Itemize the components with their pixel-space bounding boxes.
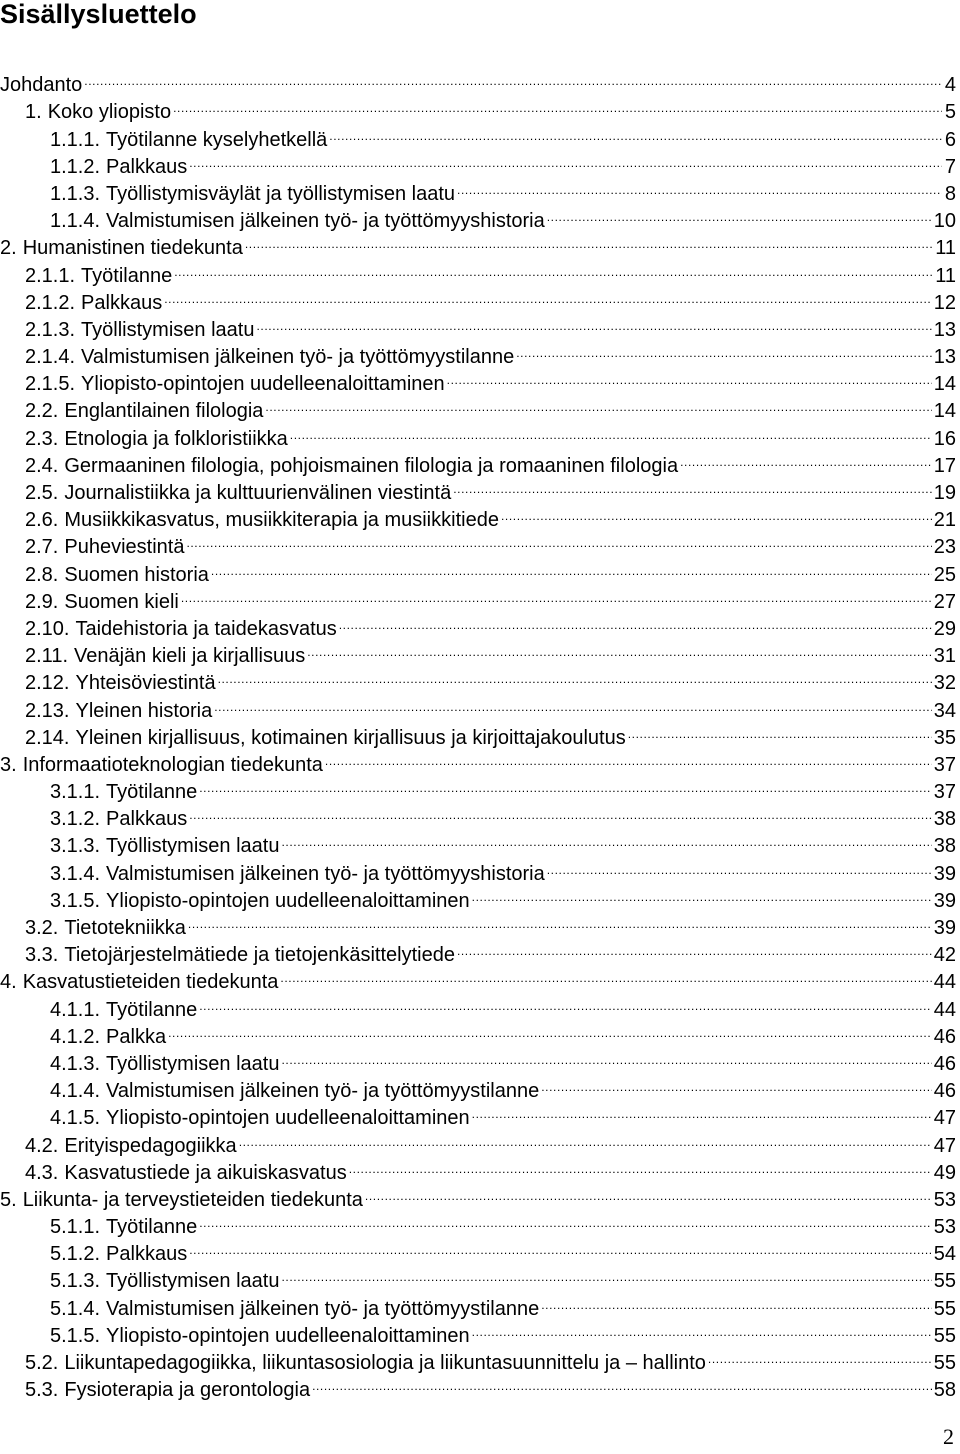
dot-leader — [188, 907, 932, 934]
dot-leader — [307, 635, 932, 662]
toc-entry[interactable] — [0, 91, 956, 124]
toc-entry-number: 2.12. — [25, 672, 70, 695]
dot-leader — [265, 390, 931, 417]
toc-entry-page: 10 — [933, 210, 956, 233]
toc-entry-number: 5.2. — [25, 1352, 59, 1374]
toc-entry-page: 54 — [933, 1243, 956, 1266]
toc-entry-number: 5.1.3. — [50, 1270, 101, 1293]
toc-entry-number: 2.7. — [25, 536, 59, 559]
toc-entry-page: 38 — [933, 835, 956, 858]
toc-entry-number: 2.1.1. — [25, 264, 76, 287]
toc-entry-number: 1. — [25, 101, 42, 124]
dot-leader — [547, 852, 932, 879]
dot-leader — [199, 771, 932, 798]
dot-leader — [186, 526, 931, 553]
toc-entry-number: 4.1.2. — [50, 1025, 101, 1048]
toc-entry-page: 55 — [933, 1270, 956, 1293]
toc-entry-page: 13 — [933, 318, 956, 341]
dot-leader — [501, 499, 932, 526]
toc-entry-title: Informaatioteknologian tiedekunta — [22, 753, 323, 776]
toc-entry-title: Valmistumisen jälkeinen työ- ja työttömyyshistoria — [106, 862, 545, 885]
toc-entry-title: Työtilanne — [106, 998, 198, 1021]
toc-entry-page: 47 — [933, 1107, 956, 1130]
toc-entry-number: 2.14. — [25, 726, 70, 749]
dot-leader — [173, 91, 942, 118]
toc-entry-page: 44 — [933, 971, 956, 994]
table-of-contents — [0, 64, 956, 1402]
dot-leader — [280, 961, 931, 988]
toc-entry-title: Yhteisöviestintä — [75, 672, 216, 695]
toc-entry-number: 2.3. — [25, 427, 59, 450]
dot-leader — [472, 1315, 932, 1342]
dot-leader — [365, 1179, 932, 1206]
toc-entry-title: Työtilanne — [106, 1216, 198, 1239]
dot-leader — [189, 146, 942, 173]
toc-entry-page: 55 — [933, 1297, 956, 1320]
toc-entry-number: 2. — [0, 237, 17, 260]
toc-entry[interactable] — [0, 64, 956, 97]
toc-entry-number: 1.1.4. — [50, 210, 101, 233]
toc-entry-page: 11 — [935, 237, 956, 260]
toc-entry-number: 3. — [0, 753, 17, 776]
toc-entry-page: 19 — [933, 482, 956, 504]
toc-entry-page: 23 — [933, 536, 956, 559]
toc-entry-number: 2.2. — [25, 400, 59, 423]
toc-entry-page: 29 — [933, 617, 956, 640]
toc-entry-title: Yliopisto-opintojen uudelleenaloittaminen — [106, 1324, 470, 1347]
toc-entry-title: Työtilanne — [106, 781, 198, 804]
toc-entry-number: 1.1.1. — [50, 128, 101, 151]
toc-entry-title: Englantilainen filologia — [64, 400, 264, 423]
toc-entry-page: 39 — [933, 862, 956, 885]
toc-entry-title: Valmistumisen jälkeinen työ- ja työttömyyshistoria — [106, 210, 545, 233]
toc-entry-title: Liikuntapedagogiikka, liikuntasosiologia ja liikuntasuunnittelu ja – hallinto — [64, 1352, 706, 1374]
toc-entry-page: 4 — [944, 74, 956, 97]
dot-leader — [214, 689, 932, 716]
toc-entry-number: 4.2. — [25, 1134, 59, 1157]
dot-leader — [547, 200, 932, 227]
toc-entry-number: 1.1.2. — [50, 155, 101, 178]
toc-entry-title: Musiikkikasvatus, musiikkiterapia ja musiikkitiede — [64, 509, 499, 532]
toc-entry-page: 58 — [933, 1379, 956, 1402]
toc-entry-number: 5.1.4. — [50, 1297, 101, 1320]
toc-entry-number: 2.1.3. — [25, 318, 76, 341]
dot-leader — [281, 1260, 931, 1287]
dot-leader — [329, 118, 942, 145]
toc-entry-page: 11 — [935, 264, 956, 287]
toc-entry-title: Koko yliopisto — [47, 101, 172, 124]
dot-leader — [325, 744, 932, 771]
toc-entry-title: Venäjän kieli ja kirjallisuus — [74, 645, 306, 668]
toc-entry-title: Kasvatustiede ja aikuiskasvatus — [64, 1161, 347, 1184]
toc-entry-page: 32 — [933, 672, 956, 695]
toc-entry-title: Journalistiikka ja kulttuurienvälinen viestintä — [64, 482, 452, 504]
dot-leader — [245, 227, 933, 254]
dot-leader — [199, 1206, 932, 1233]
toc-entry-title: Yliopisto-opintojen uudelleenaloittaminen — [106, 1107, 470, 1130]
toc-entry-number: 3.1.2. — [50, 808, 101, 831]
dot-leader — [472, 880, 932, 907]
toc-entry-page: 42 — [933, 944, 956, 967]
toc-entry-page: 14 — [933, 373, 956, 396]
toc-entry-title: Tietojärjestelmätiede ja tietojenkäsittelytiede — [64, 944, 455, 967]
toc-entry-number: 4. — [0, 971, 17, 994]
toc-entry-number: 2.9. — [25, 590, 59, 613]
toc-entry-page: 46 — [933, 1025, 956, 1048]
dot-leader — [168, 1016, 932, 1043]
toc-entry-title: Palkkaus — [106, 1243, 188, 1266]
dot-leader — [256, 309, 931, 336]
toc-entry-page: 38 — [933, 808, 956, 831]
toc-entry-page: 8 — [944, 182, 956, 205]
toc-entry-title: Työtilanne — [81, 264, 173, 287]
dot-leader — [541, 1070, 932, 1097]
toc-entry-page: 6 — [944, 128, 956, 151]
toc-entry-title: Liikunta- ja terveystieteiden tiedekunta — [22, 1188, 363, 1211]
toc-entry-number: 2.6. — [25, 509, 59, 532]
dot-leader — [281, 1043, 931, 1070]
toc-entry-page: 16 — [933, 427, 956, 450]
toc-entry-title: Humanistinen tiedekunta — [22, 237, 243, 260]
dot-leader — [339, 608, 932, 635]
toc-entry-page: 12 — [933, 291, 956, 314]
toc-entry-title: Valmistumisen jälkeinen työ- ja työttömyystilanne — [81, 346, 515, 369]
toc-entry-title: Puheviestintä — [64, 536, 185, 559]
toc-entry-page: 37 — [933, 781, 956, 804]
toc-entry-page: 39 — [933, 917, 956, 939]
toc-entry-title: Johdanto — [0, 74, 83, 97]
toc-entry-title: Germaaninen filologia, pohjoismainen filologia ja romaaninen filologia — [64, 454, 679, 477]
toc-entry-number: 3.1.1. — [50, 781, 101, 804]
dot-leader — [181, 581, 932, 608]
toc-entry-number: 4.3. — [25, 1161, 59, 1184]
page-title: Sisällysluettelo — [0, 0, 197, 29]
toc-entry-number: 3.1.4. — [50, 862, 101, 885]
toc-entry-number: 5.1.1. — [50, 1216, 101, 1239]
dot-leader — [290, 417, 932, 444]
toc-entry-number: 2.13. — [25, 699, 70, 722]
dot-leader — [239, 1124, 932, 1151]
toc-entry-title: Yliopisto-opintojen uudelleenaloittaminen — [81, 373, 445, 396]
toc-entry-number: 2.10. — [25, 617, 70, 640]
dot-leader — [453, 472, 932, 499]
dot-leader — [680, 445, 932, 472]
toc-entry-title: Kasvatustieteiden tiedekunta — [22, 971, 279, 994]
toc-entry-number: 2.4. — [25, 454, 59, 477]
dot-leader — [164, 282, 932, 309]
toc-entry-page: 46 — [933, 1080, 956, 1103]
toc-entry-page: 27 — [933, 590, 956, 613]
toc-entry-number: 2.1.4. — [25, 346, 76, 369]
toc-entry-title: Palkka — [106, 1025, 167, 1048]
toc-entry-number: 3.2. — [25, 917, 59, 939]
toc-entry-number: 4.1.1. — [50, 998, 101, 1021]
dot-leader — [189, 1233, 932, 1260]
dot-leader — [349, 1152, 932, 1179]
toc-entry-page: 34 — [933, 699, 956, 722]
toc-entry-title: Etnologia ja folkloristiikka — [64, 427, 288, 450]
dot-leader — [281, 825, 931, 852]
page-number: 2 — [943, 1424, 954, 1449]
dot-leader — [174, 254, 933, 281]
dot-leader — [447, 363, 932, 390]
toc-entry-title: Työllistymisen laatu — [81, 318, 255, 341]
toc-entry-title: Työllistymisen laatu — [106, 1052, 280, 1075]
toc-entry-page: 55 — [933, 1324, 956, 1347]
toc-entry-title: Palkkaus — [81, 291, 163, 314]
toc-entry-number: 1.1.3. — [50, 182, 101, 205]
toc-entry-page: 49 — [933, 1161, 956, 1184]
dot-leader — [541, 1287, 932, 1314]
toc-entry-number: 2.5. — [25, 482, 59, 504]
toc-entry-title: Yleinen kirjallisuus, kotimainen kirjallisuus ja kirjoittajakoulutus — [75, 726, 626, 749]
toc-entry-page: 39 — [933, 889, 956, 912]
dot-leader — [708, 1342, 932, 1369]
toc-entry-number: 5.1.2. — [50, 1243, 101, 1266]
toc-entry-page: 37 — [933, 753, 956, 776]
toc-entry-title: Työtilanne kyselyhetkellä — [106, 128, 328, 151]
toc-entry-title: Työllistymisen laatu — [106, 835, 280, 858]
toc-entry-title: Valmistumisen jälkeinen työ- ja työttömyystilanne — [106, 1297, 540, 1320]
toc-entry-page: 31 — [933, 645, 956, 668]
toc-entry-page: 5 — [944, 101, 956, 124]
dot-leader — [628, 717, 932, 744]
dot-leader — [211, 553, 932, 580]
toc-entry-number: 3.1.3. — [50, 835, 101, 858]
dot-leader — [457, 173, 942, 200]
dot-leader — [84, 64, 942, 91]
dot-leader — [189, 798, 932, 825]
toc-entry-number: 4.1.3. — [50, 1052, 101, 1075]
toc-entry-page: 35 — [933, 726, 956, 749]
toc-entry-title: Työllistymisen laatu — [106, 1270, 280, 1293]
toc-entry-title: Palkkaus — [106, 808, 188, 831]
toc-entry-title: Suomen historia — [64, 563, 209, 586]
toc-entry-number: 3.1.5. — [50, 889, 101, 912]
toc-entry-number: 4.1.5. — [50, 1107, 101, 1130]
toc-entry-page: 21 — [933, 509, 956, 532]
toc-entry-title: Työllistymisväylät ja työllistymisen laatu — [106, 182, 456, 205]
dot-leader — [457, 934, 932, 961]
dot-leader — [199, 988, 932, 1015]
toc-entry-page: 55 — [933, 1352, 956, 1374]
toc-entry-title: Suomen kieli — [64, 590, 179, 613]
dot-leader — [312, 1369, 932, 1396]
toc-entry-title: Yliopisto-opintojen uudelleenaloittaminen — [106, 889, 470, 912]
toc-entry-number: 5.3. — [25, 1379, 59, 1402]
toc-entry-title: Taidehistoria ja taidekasvatus — [75, 617, 337, 640]
toc-entry-title: Valmistumisen jälkeinen työ- ja työttömyystilanne — [106, 1080, 540, 1103]
toc-entry-title: Tietotekniikka — [64, 917, 186, 939]
dot-leader — [472, 1097, 932, 1124]
toc-entry-title: Erityispedagogiikka — [64, 1134, 237, 1157]
toc-entry-page: 53 — [933, 1216, 956, 1239]
toc-entry-page: 46 — [933, 1052, 956, 1075]
toc-entry-title: Palkkaus — [106, 155, 188, 178]
toc-entry-number: 5.1.5. — [50, 1324, 101, 1347]
dot-leader — [218, 662, 932, 689]
toc-entry-page: 25 — [933, 563, 956, 586]
toc-entry-page: 17 — [933, 454, 956, 477]
dot-leader — [516, 336, 932, 363]
toc-entry-page: 53 — [933, 1188, 956, 1211]
toc-entry-number: 2.8. — [25, 563, 59, 586]
toc-entry-title: Fysioterapia ja gerontologia — [64, 1379, 311, 1402]
toc-entry-number: 2.11. — [25, 645, 68, 668]
toc-entry-page: 14 — [933, 400, 956, 423]
toc-entry-number: 4.1.4. — [50, 1080, 101, 1103]
toc-entry-number: 2.1.5. — [25, 373, 76, 396]
toc-entry-page: 47 — [933, 1134, 956, 1157]
toc-entry-page: 7 — [944, 155, 956, 178]
toc-entry-title: Yleinen historia — [75, 699, 213, 722]
toc-entry-number: 2.1.2. — [25, 291, 76, 314]
toc-entry-page: 44 — [933, 998, 956, 1021]
toc-entry-number: 5. — [0, 1188, 17, 1211]
toc-entry-number: 3.3. — [25, 944, 59, 967]
toc-entry-page: 13 — [933, 346, 956, 369]
